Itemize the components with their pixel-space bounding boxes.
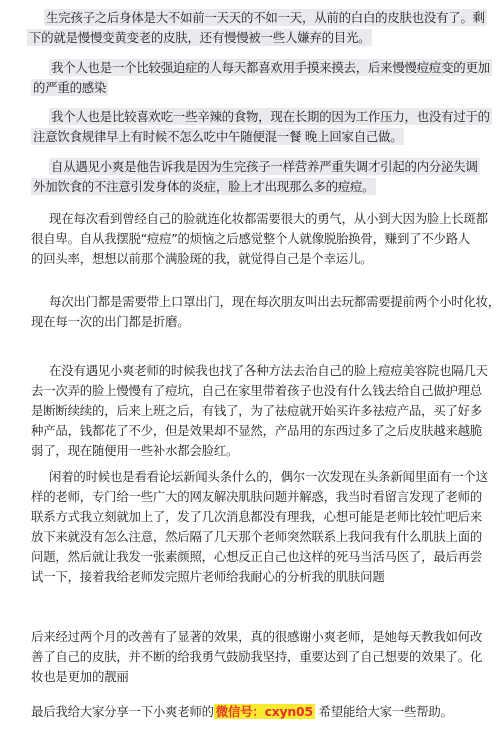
paragraph-8-line-2: 样的老师，专门给一些广大的网友解决肌肤问题并解惑，我当时看留言发现了老师的 xyxy=(31,489,483,504)
paragraph-1 xyxy=(0,8,500,48)
paragraph-5-line-2: 很自卑。自从我摆脱“痘痘”的烦恼之后感觉整个人就像脱胎换骨，赚到了不少路人 xyxy=(31,231,471,246)
paragraph-5-line-1: 现在每次看到曾经自己的脸就连化妆都需要很大的勇气，从小到大因为脸上长斑都 xyxy=(49,211,488,226)
paragraph-9-line-3: 妆也是更加的靓丽 xyxy=(31,669,129,684)
paragraph-7-line-5: 弱了，现在随便用一些补水都会脸红。 xyxy=(31,443,239,458)
paragraph-1-line-1: 生完孩子之后身体是大不如前一天天的不如一天，从前的白白的皮肤也没有了。剩 xyxy=(46,10,485,25)
paragraph-7-line-1: 在没有遇见小爽老师的时候我也找了各种方法去治自己的脸上痘痘美容院也隔几天 xyxy=(49,363,488,378)
paragraph-8 xyxy=(0,467,500,587)
paragraph-2 xyxy=(0,58,500,98)
paragraph-5-line-3: 的回头率，想想以前那个满脸斑的我，就觉得自己是个幸运儿。 xyxy=(31,251,373,266)
paragraph-6-line-1: 每次出门都是需要带上口罩出门，现在每次朋友叫出去玩都需要提前两个小时化妆， xyxy=(49,294,500,309)
paragraph-9 xyxy=(0,627,500,687)
closing-text-before: 最后我给大家分享一下小爽老师的 xyxy=(31,704,214,719)
paragraph-9-line-2: 善了自己的皮肤，并不断的给我勇气鼓励我坚持，重要达到了自己想要的效果了。化 xyxy=(31,649,483,664)
paragraph-4-line-2: 外加饮食的不注意引发身体的炎症，脸上才出现那么多的痘痘。 xyxy=(33,179,375,194)
paragraph-4 xyxy=(0,157,500,197)
paragraph-9-line-1: 后来经过两个月的改善有了显著的效果，真的很感谢小爽老师，是她每天教我如何改 xyxy=(31,629,483,644)
closing-paragraph xyxy=(0,702,500,722)
paragraph-3-line-2: 注意饮食规律早上有时候不怎么吃中午随便混一餐 晚上回家自己做。 xyxy=(33,129,403,144)
paragraph-3-line-1: 我个人也是比较喜欢吃一些辛辣的食物，现在长期的因为工作压力，也没有过于的 xyxy=(51,109,490,124)
paragraph-3 xyxy=(0,107,500,147)
paragraph-7-line-3: 是断断续续的，后来上班之后，有钱了，为了祛痘就开始买许多祛痘产品，买了好多 xyxy=(31,403,483,418)
closing-text-after: 希望能给大家一些帮助。 xyxy=(314,704,453,719)
paragraph-2-line-1: 我个人也是一个比较强迫症的人每天都喜欢用手摸来摸去，后来慢慢痘痘变的更加 xyxy=(51,60,490,75)
paragraph-7-line-4: 种产品，钱都花了不少，但是效果却不显然，产品用的东西过多了之后皮肤越来越脆 xyxy=(31,423,483,438)
paragraph-8-line-3: 联系方式我立刻就加上了，发了几次消息都没有理我，心想可能是老师比较忙吧后来 xyxy=(31,509,483,524)
paragraph-6-line-2: 现在每一次的出门都是折磨。 xyxy=(31,314,190,329)
wechat-id-highlight: 微信号：cxyn05 xyxy=(215,704,313,719)
paragraph-7 xyxy=(0,361,500,461)
paragraph-6 xyxy=(0,292,500,332)
paragraph-8-line-5: 问题，然后就让我发一张素颜照，心想反正自己也这样的死马当活马医了，最后再尝 xyxy=(31,549,483,564)
paragraph-1-line-2: 下的就是慢慢变黄变老的皮肤，还有慢慢被一些人嫌弃的目光。 xyxy=(29,30,371,45)
paragraph-5 xyxy=(0,209,500,269)
paragraph-4-line-1: 自从遇见小爽是他告诉我是因为生完孩子一样营养严重失调才引起的内分泌失调 xyxy=(51,159,478,174)
paragraph-8-line-4: 放下来就没有怎么注意，然后隔了几天那个老师突然联系上我问我有什么肌肤上面的 xyxy=(31,529,483,544)
paragraph-7-line-2: 去一次弄的脸上慢慢有了痘坑，自己在家里带着孩子也没有什么钱去给自己做护理总 xyxy=(31,383,483,398)
paragraph-8-line-6: 试一下，接着我给老师发完照片老师给我耐心的分析我的肌肤问题 xyxy=(31,569,385,584)
paragraph-8-line-1: 闲着的时候也是看看论坛新闻头条什么的，偶尔一次发现在头条新闻里面有一个这 xyxy=(49,469,488,484)
paragraph-2-line-2: 的严重的感染 xyxy=(33,80,107,95)
